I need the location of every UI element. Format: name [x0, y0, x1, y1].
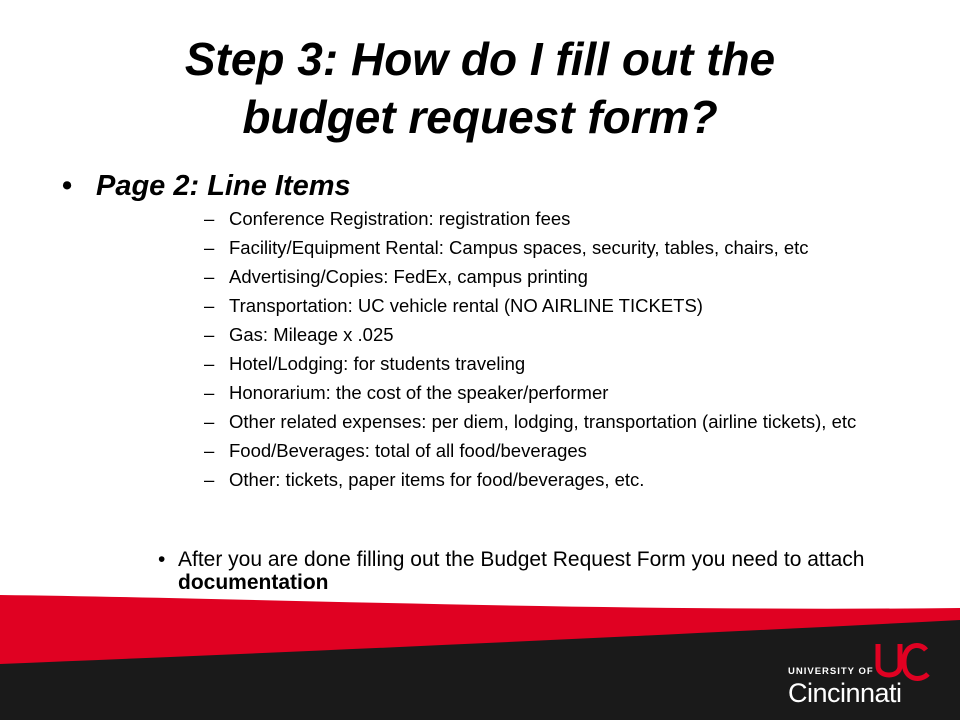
- list-item: – Food/Beverages: total of all food/beverages: [204, 440, 587, 461]
- note-bold-text: documentation: [178, 571, 329, 594]
- list-item-text: Advertising/Copies: FedEx, campus printing: [229, 266, 588, 287]
- logo-text-cincinnati: Cincinnati: [788, 678, 902, 708]
- list-item-text: Hotel/Lodging: for students traveling: [229, 353, 526, 374]
- list-item-text: Other: tickets, paper items for food/beverages, etc.: [229, 469, 645, 490]
- slide-title: [80, 30, 880, 146]
- logo-text-university: UNIVERSITY OF: [788, 666, 874, 677]
- list-item-text: Other related expenses: per diem, lodging, transportation (airline tickets), etc: [229, 411, 857, 432]
- documentation-note: [158, 548, 918, 594]
- list-item: – Transportation: UC vehicle rental (NO AIRLINE TICKETS): [204, 295, 703, 316]
- list-item: – Honorarium: the cost of the speaker/performer: [204, 382, 609, 403]
- list-item-text: Gas: Mileage x .025: [229, 324, 394, 345]
- list-item-text: Transportation: UC vehicle rental (NO AIRLINE TICKETS): [229, 295, 703, 316]
- main-bullet-text: Page 2: Line Items: [96, 170, 351, 202]
- list-item-text: Honorarium: the cost of the speaker/performer: [229, 382, 609, 403]
- main-bullet: [62, 168, 882, 204]
- list-item: – Conference Registration: registration fees: [204, 208, 571, 229]
- bullet-dot: •: [158, 548, 166, 571]
- note-text: After you are done filling out the Budget Request Form you need to attach: [178, 548, 865, 571]
- university-logo: [780, 640, 940, 710]
- list-item-text: Food/Beverages: total of all food/beverages: [229, 440, 587, 461]
- title-line-2: budget request form?: [242, 91, 718, 143]
- list-item: – Other related expenses: per diem, lodging, transportation (airline tickets), etc: [204, 411, 857, 432]
- list-item: – Facility/Equipment Rental: Campus spaces, security, tables, chairs, etc: [204, 237, 809, 258]
- list-item-text: Facility/Equipment Rental: Campus spaces, security, tables, chairs, etc: [229, 237, 809, 258]
- list-item-text: Conference Registration: registration fees: [229, 208, 571, 229]
- title-line-1: Step 3: How do I fill out the: [184, 33, 776, 85]
- list-item: – Advertising/Copies: FedEx, campus printing: [204, 266, 588, 287]
- list-item: – Hotel/Lodging: for students traveling: [204, 353, 526, 374]
- bullet-dot: •: [62, 170, 73, 202]
- line-items-list: [204, 209, 894, 499]
- list-item: – Gas: Mileage x .025: [204, 324, 394, 345]
- list-item: – Other: tickets, paper items for food/beverages, etc.: [204, 469, 645, 490]
